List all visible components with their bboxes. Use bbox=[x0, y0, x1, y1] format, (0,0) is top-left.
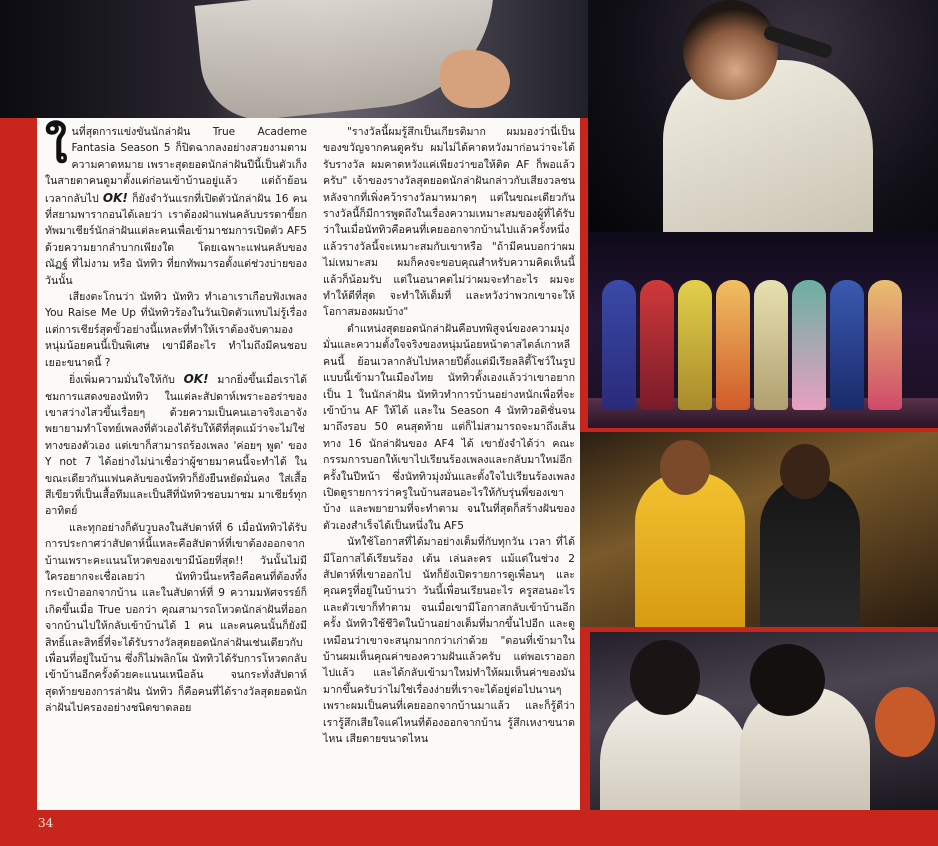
photo-duo-singing bbox=[580, 432, 938, 627]
photo-singer-shirt bbox=[663, 60, 873, 232]
paragraph bbox=[323, 124, 575, 321]
paragraph bbox=[323, 534, 575, 747]
photo-group-traditional-costumes bbox=[588, 232, 938, 428]
photo-head bbox=[780, 444, 830, 499]
paragraph-text: มากยิ่งขึ้นเมื่อเราได้ชมการแสดงของนัททิว ในแต่ละสัปดาห์เพราะออร่าของเขาสว่างไสวขึ้นเรื่อยๆ ด้วยความเป็นคนเอาจริงเอาจัง พยายามทำโจทย์เพลงที่ตัวเองได้รับให้ดีที่สุดแม้ว่าจะไม่ใช่ทางของตัวเอง แต่เขาก็สามารถร้องเพลง 'ค่อยๆ พูด' ของ Y not 7 ได้อย่างไม่น่าเชื่อว่าผู้ชายมาคนนี้จะทำได้ ในขณะเดียวกันแฟนคลับของนัททิวก็ยังยืนหยัดมั่นคง ใส่เสื้อสีเขียวที่เป็นเสื้อทีมและเป็นสีที่นัททิวชอบมาชม มาเชียร์ทุกอาทิตย์ bbox=[45, 374, 308, 518]
photo-person bbox=[754, 280, 788, 410]
photo-person bbox=[868, 280, 902, 410]
photo-head bbox=[750, 644, 825, 716]
photo-singer-white-suit bbox=[588, 0, 938, 232]
photo-emotional-finale bbox=[590, 632, 938, 810]
photo-person bbox=[640, 280, 674, 410]
paragraph-text: ยิ่งเพิ่มความมั่นใจให้กับ bbox=[69, 374, 184, 387]
photo-performer-hand bbox=[440, 50, 510, 108]
photo-person bbox=[830, 280, 864, 410]
paragraph bbox=[45, 371, 307, 520]
paragraph-text: เสียงตะโกนว่า นัททิว นัททิว ทำเอาเราเกือบฟังเพลง You Raise Me Up ที่นัททิวร้องในวันเปิดตัวแทบไม่รู้เรื่อง แต่การเชียร์สุดขั้วอย่างนี้แหละที่ทำให้เราต้องจับตามองหนุ่มน้อยคนนี้เป็นพิเศษ เขามีดีอะไร ทำไมถึงมีคนชอบเยอะขนาดนี้ ? bbox=[45, 291, 307, 369]
drop-cap: ใ bbox=[45, 119, 68, 173]
photo-person bbox=[716, 280, 750, 410]
photo-top-banner bbox=[0, 0, 588, 118]
photo-person bbox=[602, 280, 636, 410]
paragraph bbox=[45, 520, 307, 717]
photo-singer-black-vest bbox=[760, 477, 860, 627]
photo-singer-head bbox=[683, 0, 778, 100]
brand-ok: OK! bbox=[102, 190, 128, 205]
paragraph-text: นที่สุดการแข่งขันนักล่าฝัน True Academe Fantasia Season 5 ก็ปิดฉากลงอย่างสวยงามตามความคาดหมาย เพราะสุดยอดนักล่าฝันปีนี้เป็นตัวเก็งในสายตาคนดูมาตั้งแต่ก่อนเข้าบ้านอยู่แล้ว แต่ถ้าย้อนเวลากลับไป bbox=[45, 126, 307, 205]
article-column-right bbox=[323, 124, 575, 747]
paragraph-text: และทุกอย่างก็ดับวูบลงในสัปดาห์ที่ 6 เมื่อนัททิวได้รับการประกาศว่าสัปดาห์นี้แหละคือสัปดาห์ที่เขาต้องออกจากบ้านเพราะคะแนนโหวตของเขามีน้อยที่สุด!! วันนั้นไม่มีใครอยากจะเชื่อเลยว่า นัททิวนี่นะหรือคือคนที่ต้องทิ้งกระเป๋าออกจากบ้าน และในสัปดาห์ที่ 9 ความมหัศจรรย์ก็เกิดขึ้นเมื่อ True บอกว่า คุณสามารถโหวตนักล่าฝันที่ออกจากบ้านไปให้กลับเข้าบ้านได้ 1 คน และคนคนนั้นก็ยังมีสิทธิ์และสิทธิ์ที่จะได้รับรางวัลสุดยอดนักล่าฝันเช่นเดียวกับเพื่อนที่อยู่ในบ้าน ซึ่งก็ไม่พลิกโผ นัททิวได้รับการโหวตกลับเข้าบ้านอีกครั้งด้วยคะแนนเหนือล้น จนกระทั่งสัปดาห์สุดท้ายของการล่าฝัน นัททิว ก็คือคนที่ได้รางวัลสุดยอดนักล่าฝันไปครองอย่างชนิดขาดลอย bbox=[45, 521, 307, 715]
paragraph-text: ก็ยังจำวันแรกที่เปิดตัวนักล่าฝัน 16 คนที่สยามพารากอนได้เลยว่า เราต้องฝ่าแฟนคลับบรรดาขี้ยกทัพมาเชียร์นักล่าฝันแต่ละคนเพื่อเข้ามาชมการเปิดตัว AF5 ด้วยความยากลำบากเพียงใด โดยเฉพาะแฟนคลับของณัฏฐ์ ที่ไม่งาม หรือ นัททิว ที่ยกทัพมารอตั้งแต่ช่วงบ่ายของวันนั้น bbox=[45, 192, 307, 287]
paragraph bbox=[45, 119, 307, 289]
photo-head bbox=[630, 640, 700, 715]
article-panel bbox=[37, 118, 580, 810]
brand-ok: OK! bbox=[183, 372, 209, 387]
photo-person bbox=[792, 280, 826, 410]
article-column-left bbox=[45, 119, 308, 717]
photo-head bbox=[660, 440, 710, 495]
page-number: 34 bbox=[38, 816, 54, 830]
photo-head bbox=[875, 687, 935, 757]
paragraph-text: "รางวัลนี้ผมรู้สึกเป็นเกียรติมาก ผมมองว่านี่เป็นของขวัญจากคนดูครับ ผมไม่ได้คาดหวังมาก่อนว่าจะได้รับรางวัล ผมคาดหวังแค่เพียงว่าขอให้ติด AF ก็พอแล้วครับ" เจ้าของรางวัลสุดยอดนักล่าฝันกล่าวกับเสียงวลชนหลังจากที่เพิ่งคว้ารางวัลมาหมาดๆ แต่ในขณะเดียวกันรางวัลนี้ก็มีการพูดถึงในเรื่องความเหมาะสมของผู้ที่ได้รับว่าในเมื่อนัททิวคือคนที่เคยออกจากบ้านไปแล้วครั้งหนึ่งแล้วรางวัลนี้จะเหมาะสมกับเขาหรือ "ถ้ามีคนบอกว่าผมไม่เหมาะสม ผมก็คงจะขอบคุณสำหรับความคิดเห็นนี้แล้วก็น้อมรับ แต่ในอนาคตไม่ว่าผมจะทำอะไร ผมจะทำให้ดีที่สุด จะทำให้เต็มที่ และหวังว่าพวกเขาจะให้โอกาสมองผมบ้าง" bbox=[323, 126, 575, 319]
paragraph-text: ตำแหน่งสุดยอดนักล่าฝันคือบทพิสูจน์ของความมุ่งมั่นและความตั้งใจจริงของหนุ่มน้อยหน้าตาสไตล์เกาหลีคนนี้ ย้อนเวลากลับไปหลายปีตั้งแต่มีเรียลลิตี้โชว์ในรูปแบบนี้เข้ามาในเมืองไทย นัททิวตั้งเองแล้วว่าเขาอยากเป็น 1 ในนักล่าฝัน นัททิวทำการบ้านอย่างหนักเพื่อที่จะเข้าบ้าน AF ให้ได้ และใน Season 4 นัททิวอดิชั่นจนมาถึงรอบ 50 คนสุดท้าย แต่ก็ไม่สามารถจะมาถึงเส้นทาง 16 นักล่าฝันของ AF4 ได้ เขายังจำได้ว่า คณะกรรมการบอกให้เขาไปเรียนร้องเพลงและกลับมาใหม่อีกครั้งในปีหน้า ซึ่งนัททิวมุ่งมั่นและตั้งใจไปเรียนร้องเพลง เปิดดูรายการว่าครูในบ้านสอนอะไรให้กับรุ่นพี่ของเขาบ้าง และพยายามที่จะทำตาม จนในที่สุดก็สร้างฝันของตัวเองสำเร็จได้เป็นหนึ่งใน AF5 bbox=[323, 322, 575, 532]
paragraph bbox=[45, 289, 307, 371]
paragraph bbox=[323, 321, 575, 534]
paragraph-text: นัทใช้โอกาสที่ได้มาอย่างเต็มที่กับทุกวัน เวลา ที่ได้มีโอกาสได้เรียนร้อง เต้น เล่นละคร แม้แต่ในช่วง 2 สัปดาห์ที่เขาออกไป นัทก็ยังเปิดรายการดูเพื่อนๆ และคุณครูที่อยู่ในบ้านว่า วันนี้เพื่อนเรียนอะไร ครูสอนอะไร และตัวเขาก็ทำตาม จนเมื่อเขามีโอกาสกลับเข้าบ้านอีกครั้ง นัททิวใช้ชีวิตในบ้านอย่างเต็มที่มากขึ้นไปอีก และดูเหมือนว่าเขาจะสนุกมากกว่าเก่าด้วย "ตอนที่เข้ามาในบ้านผมเห็นคุณค่าของความฝันแล้วครับ แต่พอเราออกไปแล้ว และได้กลับเข้ามาใหม่ทำให้ผมเห็นค่าของมันมากขึ้นครับว่าไม่ใช่เรื่องง่ายที่เราจะได้อยู่ต่อไปนานๆ เพราะผมเป็นคนที่เคยออกจากบ้านมาแล้ว และก็รู้ดีว่าเรารู้สึกเสียใจแค่ไหนที่ต้องออกจากบ้าน รู้สึกเหงาขนาดไหน เสียดายขนาดไหน bbox=[323, 536, 575, 746]
photo-person bbox=[678, 280, 712, 410]
photo-singer-yellow-shirt bbox=[635, 472, 745, 627]
